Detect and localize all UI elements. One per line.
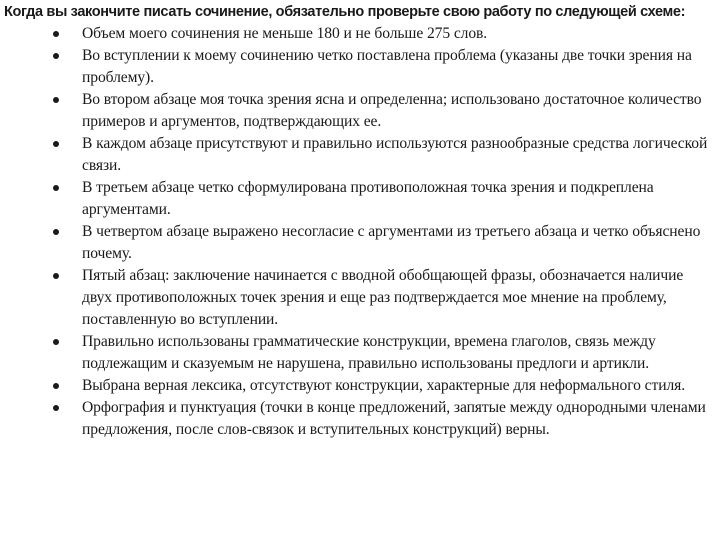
bullet-icon — [53, 229, 59, 235]
bullet-icon — [53, 53, 59, 59]
list-item-text: Орфография и пунктуация (точки в конце предложений, запятые между однородными членами предложения, после слов-связок и вступительных конструкций) верны. — [82, 399, 706, 438]
bullet-icon — [53, 405, 59, 411]
list-item — [4, 375, 712, 397]
list-item-text: В четвертом абзаце выражено несогласие с аргументами из третьего абзаца и четко объяснено почему. — [82, 223, 701, 262]
list-item-text: Пятый абзац: заключение начинается с вводной обобщающей фразы, обозначается наличие двух противоположных точек зрения и еще раз подтверждается мое мнение на проблему, поставленную во вступлении. — [82, 267, 684, 328]
list-item — [4, 265, 712, 331]
list-item — [4, 397, 712, 441]
bullet-icon — [53, 383, 59, 389]
list-item — [4, 221, 712, 265]
list-item-text: В третьем абзаце четко сформулирована противоположная точка зрения и подкреплена аргументами. — [82, 179, 654, 218]
list-item — [4, 89, 712, 133]
list-item — [4, 331, 712, 375]
list-item — [4, 133, 712, 177]
list-item-text: Объем моего сочинения не меньше 180 и не больше 275 слов. — [82, 25, 488, 42]
checklist — [4, 23, 712, 441]
list-item — [4, 45, 712, 89]
list-item — [4, 23, 712, 45]
list-item-text: Во вступлении к моему сочинению четко поставлена проблема (указаны две точки зрения на проблему). — [82, 47, 692, 86]
checklist-heading: Когда вы закончите писать сочинение, обязательно проверьте свою работу по следующей схеме: — [4, 4, 686, 20]
list-item-text: Правильно использованы грамматические конструкции, времена глаголов, связь между подлежащим и сказуемым не нарушена, правильно использованы предлоги и артикли. — [82, 333, 656, 372]
list-item-text: Выбрана верная лексика, отсутствуют конструкции, характерные для неформального стиля. — [82, 377, 685, 394]
bullet-icon — [53, 31, 59, 37]
bullet-icon — [53, 339, 59, 345]
bullet-icon — [53, 273, 59, 279]
list-item-text: В каждом абзаце присутствуют и правильно используются разнообразные средства логической связи. — [82, 135, 708, 174]
bullet-icon — [53, 185, 59, 191]
bullet-icon — [53, 141, 59, 147]
bullet-icon — [53, 97, 59, 103]
list-item-text: Во втором абзаце моя точка зрения ясна и определенна; использовано достаточное количество примеров и аргументов, подтверждающих ее. — [82, 91, 702, 130]
list-item — [4, 177, 712, 221]
